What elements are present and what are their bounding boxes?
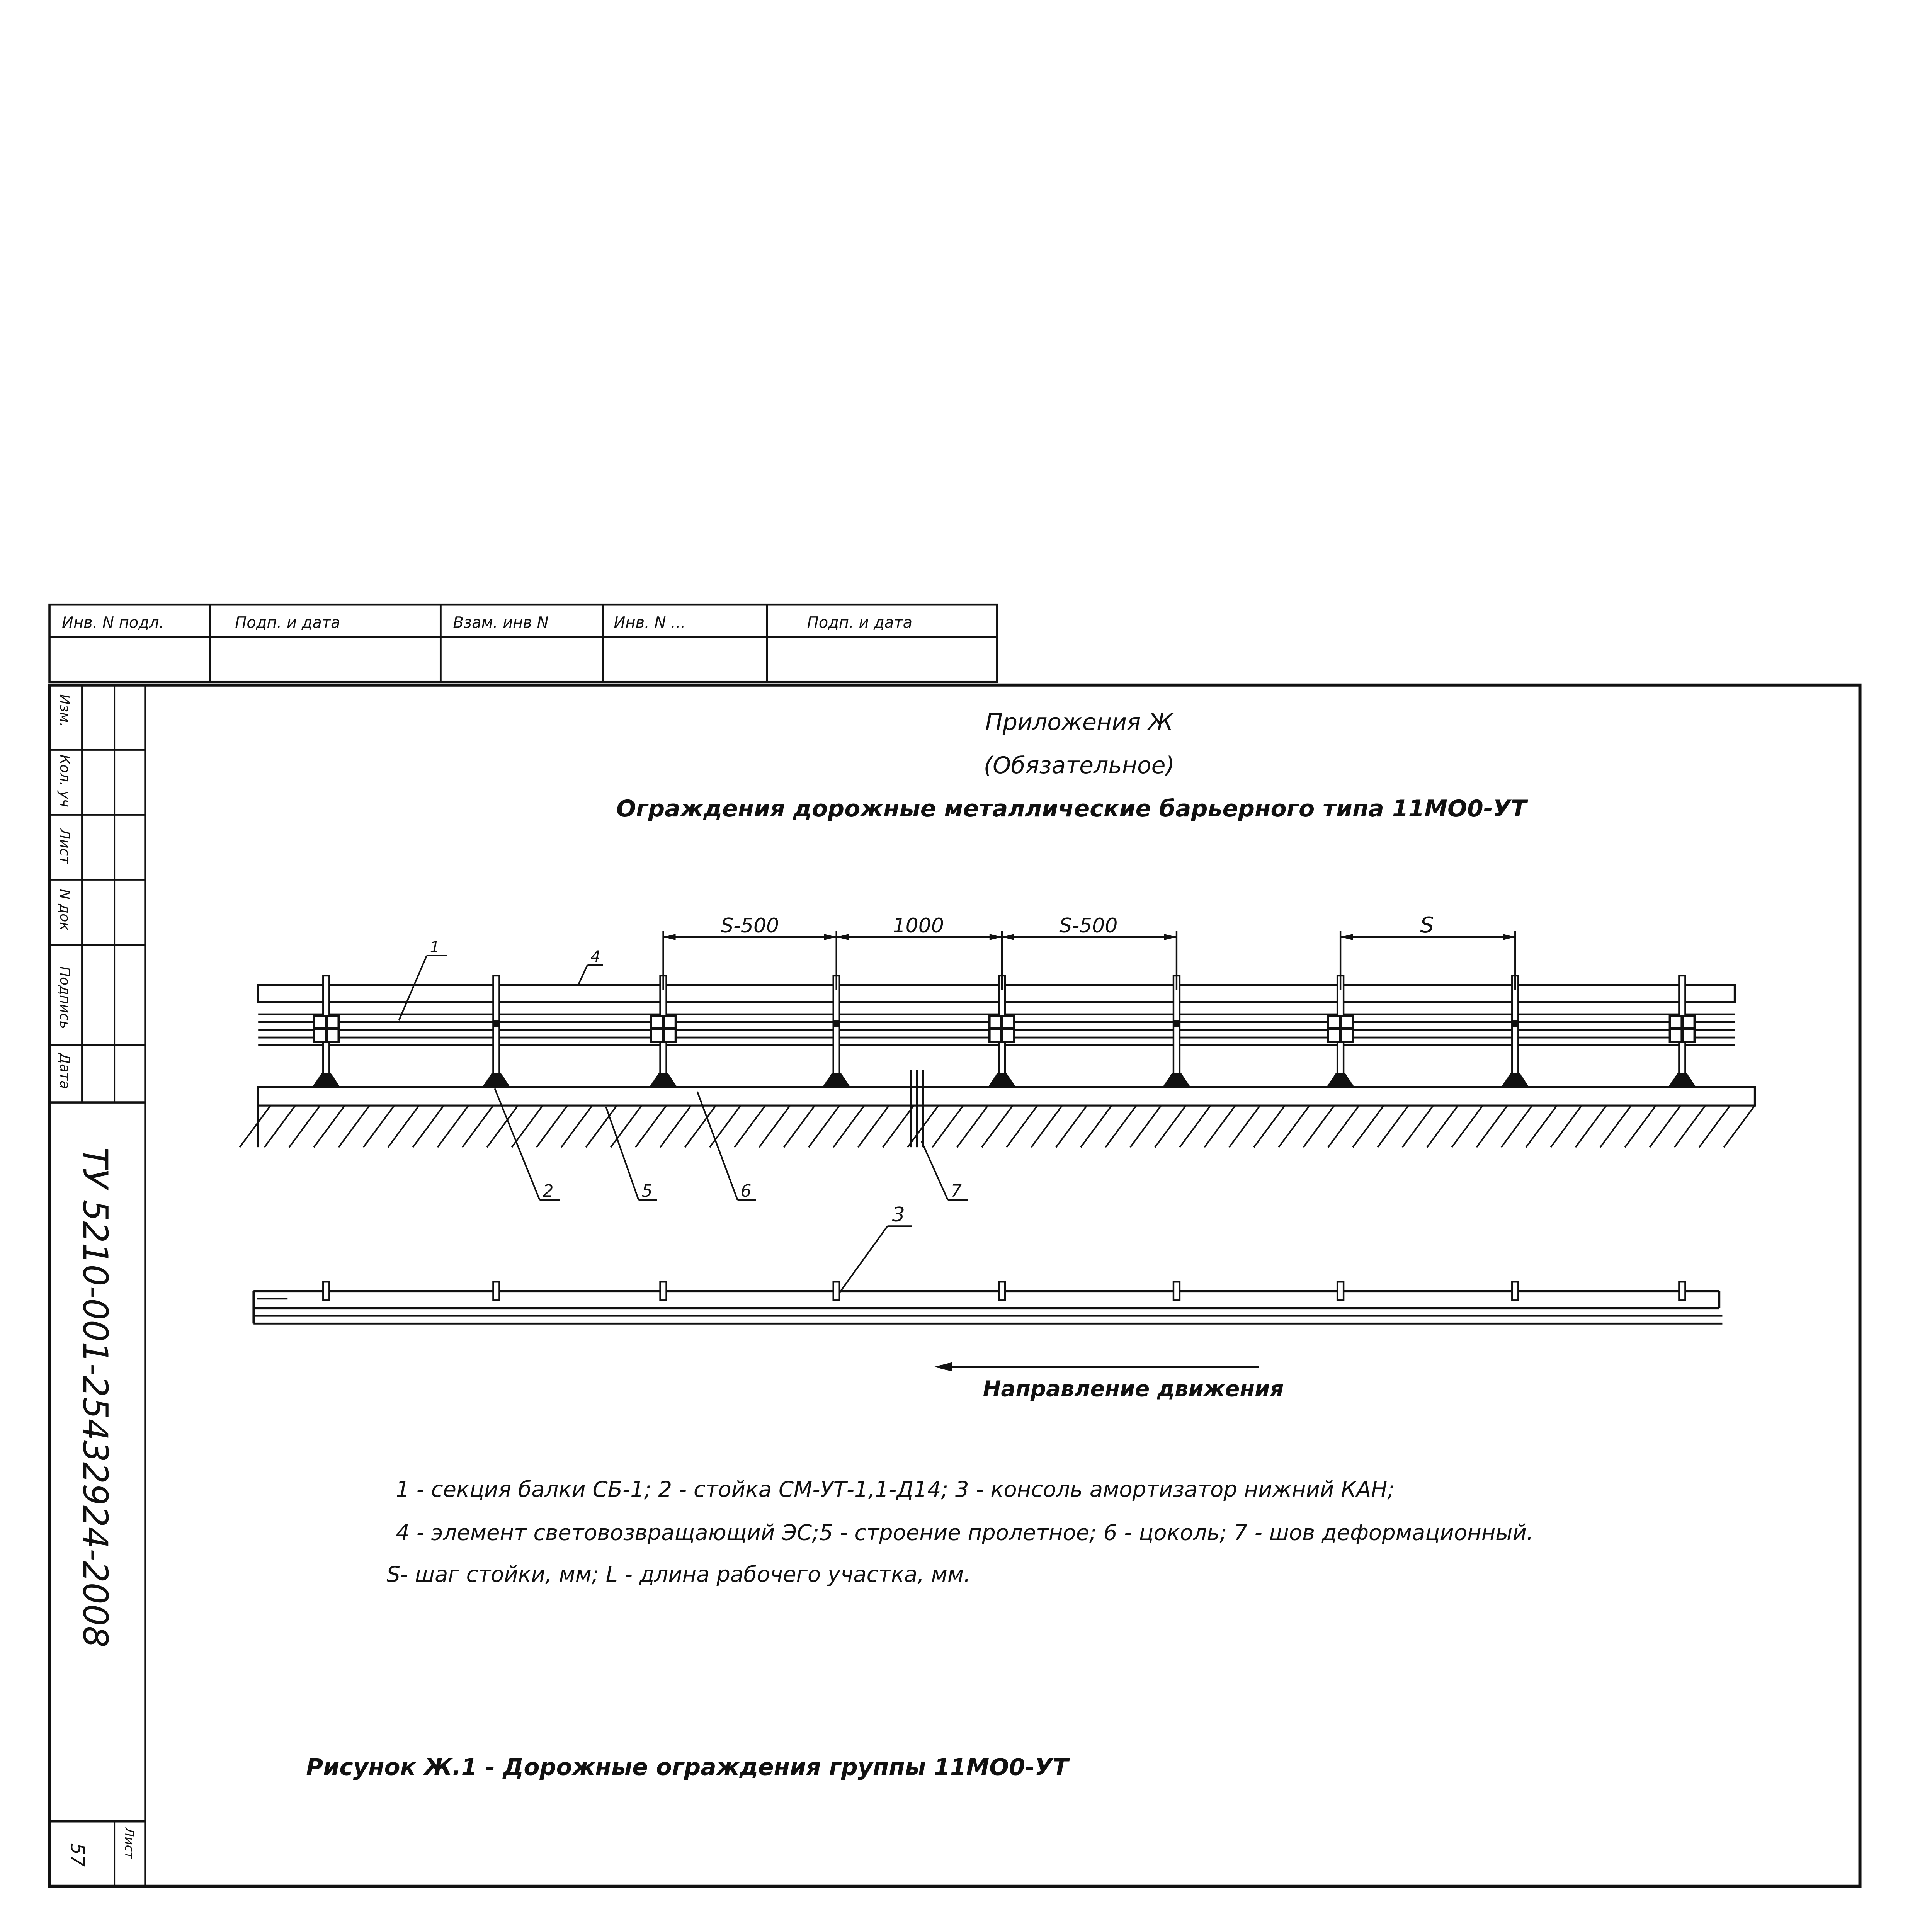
hatch-line xyxy=(1229,1105,1260,1147)
hatch-line xyxy=(710,1105,741,1147)
side-cell-kol-uch: Кол. уч xyxy=(57,754,73,807)
legend-line-2: 4 - элемент световозвращающий ЭС;5 - строение пролетное; 6 - цоколь; 7 - шов деформационный. xyxy=(396,1520,1534,1546)
hatch-line xyxy=(1625,1105,1656,1147)
hatch-line xyxy=(932,1105,963,1147)
side-cell-data: Дата xyxy=(57,1053,73,1089)
hatch-line xyxy=(636,1105,667,1147)
hatch-line xyxy=(858,1105,889,1147)
hatch-line xyxy=(982,1105,1013,1147)
hatch-line xyxy=(1353,1105,1384,1147)
hatch-line xyxy=(264,1105,295,1147)
hatch-line xyxy=(1180,1105,1211,1147)
post-base-plate xyxy=(1668,1073,1696,1087)
side-cell-podpis: Подпись xyxy=(57,966,73,1029)
post-bolt xyxy=(1173,1020,1180,1027)
hatch-line xyxy=(1674,1105,1705,1147)
post-base-plate xyxy=(823,1073,850,1087)
plan-post xyxy=(1512,1282,1518,1300)
hatch-line xyxy=(561,1105,592,1147)
hatch-line xyxy=(1081,1105,1112,1147)
header-cell-inv-podl: Инв. N подл. xyxy=(62,614,164,632)
hatch-line xyxy=(759,1105,790,1147)
side-stamp xyxy=(49,685,145,1886)
plan-post xyxy=(833,1282,840,1300)
dimensions xyxy=(663,913,1515,990)
side-cell-n-dok: N док xyxy=(57,889,73,930)
hatch-line xyxy=(883,1105,914,1147)
hatch-line xyxy=(833,1105,864,1147)
hatch-line xyxy=(1476,1105,1507,1147)
post-base-plate xyxy=(988,1073,1016,1087)
hatch-line xyxy=(735,1105,765,1147)
hatch-line xyxy=(1105,1105,1136,1147)
post-base-plate xyxy=(650,1073,677,1087)
post xyxy=(1512,976,1518,1084)
callout-3: 3 xyxy=(892,1203,905,1227)
dimension-s: S xyxy=(1420,912,1434,938)
hatch-line xyxy=(685,1105,716,1147)
hatch-line xyxy=(462,1105,493,1147)
plan-post xyxy=(1337,1282,1344,1300)
sheet-number: 57 xyxy=(66,1843,88,1867)
plinth xyxy=(258,1087,1755,1105)
direction-of-travel xyxy=(934,1362,1284,1401)
dimension-s-500-right: S-500 xyxy=(1059,914,1118,937)
side-cell-list: Лист xyxy=(57,828,73,864)
post xyxy=(833,976,840,1084)
header-cell-vzam-inv: Взам. инв N xyxy=(453,614,549,632)
post-base-plate xyxy=(1163,1073,1190,1087)
post xyxy=(493,976,499,1084)
plan-view xyxy=(253,1282,1722,1323)
hatch-line xyxy=(240,1105,270,1147)
hatch-line xyxy=(1452,1105,1483,1147)
header-cell-podp-data-1: Подп. и дата xyxy=(235,614,340,632)
sheet-label: Лист xyxy=(122,1827,137,1859)
header-stamp xyxy=(49,605,997,682)
legend-line-3: S- шаг стойки, мм; L - длина рабочего участка, мм. xyxy=(386,1562,971,1587)
hatch-line xyxy=(1031,1105,1062,1147)
callout-6: 6 xyxy=(740,1181,752,1201)
hatch-line xyxy=(536,1105,567,1147)
hatch-line xyxy=(1328,1105,1359,1147)
hatch-line xyxy=(388,1105,419,1147)
post-bolt xyxy=(493,1020,499,1027)
callout-7: 7 xyxy=(951,1181,962,1201)
hatch-line xyxy=(487,1105,518,1147)
hatch-line xyxy=(1402,1105,1433,1147)
callout-1: 1 xyxy=(430,938,440,956)
header-cell-inv-dubl: Инв. N ... xyxy=(614,614,686,632)
side-cell-izm: Изм. xyxy=(57,694,73,727)
hatch-line xyxy=(1254,1105,1285,1147)
post-base-plate xyxy=(482,1073,510,1087)
hatch-line xyxy=(314,1105,345,1147)
elevation-view xyxy=(240,976,1755,1147)
hatch-line xyxy=(784,1105,815,1147)
post xyxy=(1173,976,1180,1084)
hatch-line xyxy=(338,1105,369,1147)
hatch-line xyxy=(809,1105,840,1147)
direction-label: Направление движения xyxy=(983,1376,1284,1402)
figure-caption: Рисунок Ж.1 - Дорожные ограждения группы 11МО0-УТ xyxy=(306,1753,1069,1781)
plan-post xyxy=(493,1282,499,1300)
direction-arrow-head xyxy=(934,1362,952,1371)
callout-5: 5 xyxy=(641,1181,653,1201)
plan-post xyxy=(1173,1282,1180,1300)
hatch-line xyxy=(437,1105,468,1147)
hatch-line xyxy=(1724,1105,1755,1147)
posts xyxy=(312,976,1696,1087)
document-code: ТУ 5210-001-25432924-2008 xyxy=(75,1147,116,1648)
post-base-plate xyxy=(1501,1073,1529,1087)
callout-2: 2 xyxy=(543,1181,554,1201)
hatch-line xyxy=(1056,1105,1087,1147)
dimension-s-500-left: S-500 xyxy=(721,914,779,937)
legend-line-1: 1 - секция балки СБ-1; 2 - стойка СМ-УТ-1,1-Д14; 3 - консоль амортизатор нижний КАН; xyxy=(396,1477,1395,1502)
dimension-1000: 1000 xyxy=(893,914,944,937)
hatch-line xyxy=(1526,1105,1557,1147)
post-base-plate xyxy=(312,1073,340,1087)
hatch-line xyxy=(1303,1105,1334,1147)
hatch-line xyxy=(1204,1105,1235,1147)
hatch-line xyxy=(1551,1105,1582,1147)
hatch-line xyxy=(611,1105,642,1147)
hatch-line xyxy=(660,1105,691,1147)
plan-post xyxy=(999,1282,1005,1300)
hatch-line xyxy=(1427,1105,1458,1147)
plan-post xyxy=(660,1282,667,1300)
header-cell-podp-data-2: Подп. и дата xyxy=(807,614,913,632)
main-frame xyxy=(49,685,1860,1886)
hatch-line xyxy=(957,1105,988,1147)
hatch-line xyxy=(1130,1105,1161,1147)
hatch-line xyxy=(413,1105,444,1147)
hatch-line xyxy=(289,1105,320,1147)
hatch-line xyxy=(1699,1105,1730,1147)
post-bolt xyxy=(1512,1020,1518,1027)
appendix-type: (Обязательное) xyxy=(983,752,1175,779)
plan-post xyxy=(1679,1282,1685,1300)
appendix-heading: Приложения Ж xyxy=(985,708,1173,736)
hatch-line xyxy=(363,1105,394,1147)
plan-post xyxy=(323,1282,329,1300)
callout-4: 4 xyxy=(590,947,600,966)
hatch-line xyxy=(1279,1105,1310,1147)
page-title: Ограждения дорожные металлические барьерного типа 11МО0-УТ xyxy=(616,795,1527,822)
post-base-plate xyxy=(1327,1073,1354,1087)
hatch-line xyxy=(1378,1105,1408,1147)
hatch-line xyxy=(1600,1105,1631,1147)
hatch-line xyxy=(1155,1105,1186,1147)
ground-hatch xyxy=(240,1105,1755,1147)
hatch-line xyxy=(1007,1105,1037,1147)
hatch-line xyxy=(1501,1105,1532,1147)
hatch-line xyxy=(1575,1105,1606,1147)
hatch-line xyxy=(1650,1105,1680,1147)
post-bolt xyxy=(833,1020,840,1027)
